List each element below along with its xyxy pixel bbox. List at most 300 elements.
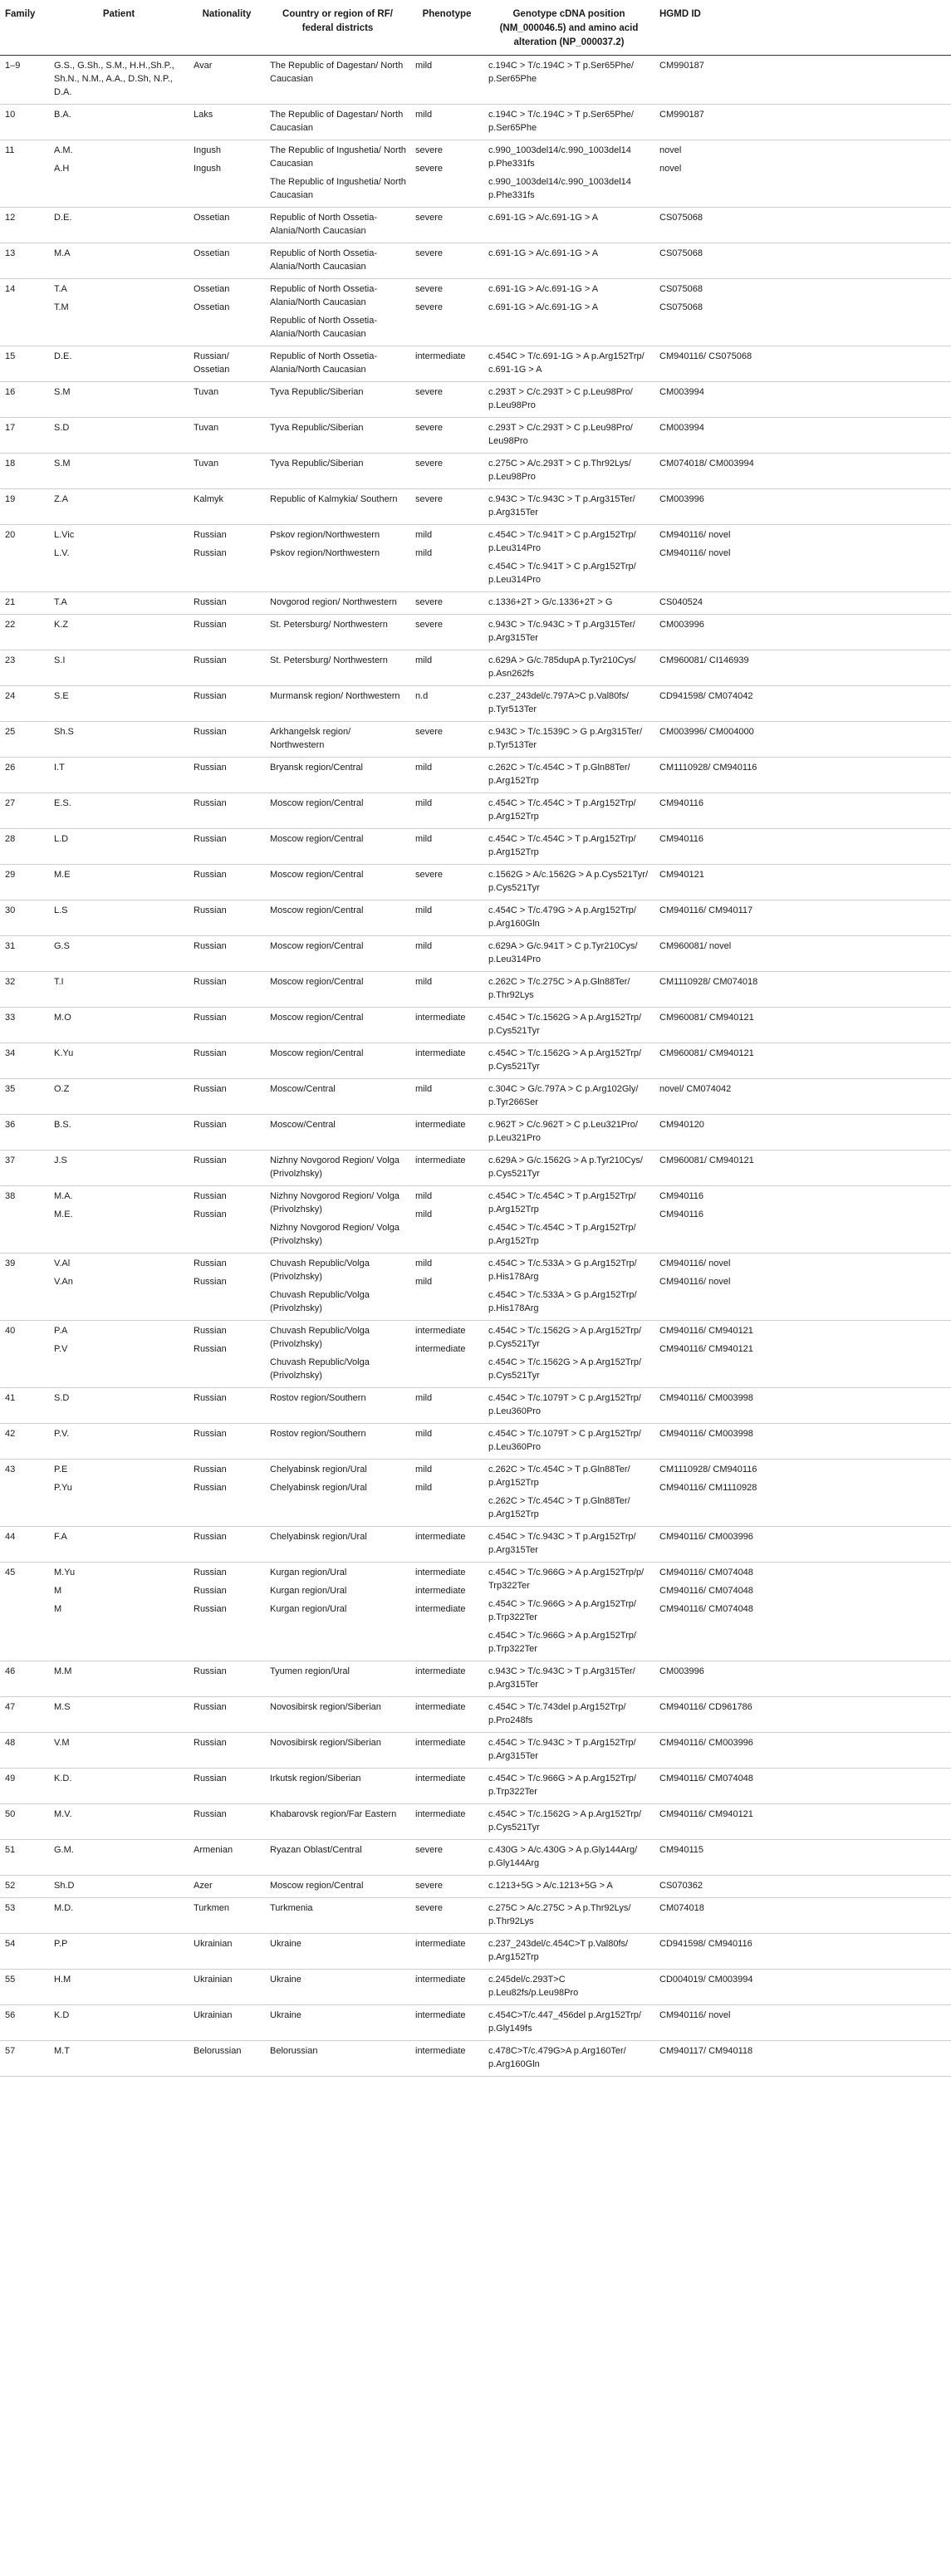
nationality-cell	[189, 279, 265, 346]
nationality-cell	[189, 1115, 265, 1151]
genotype: c.454C > T/c.1562G > A p.Arg152Trp/ p.Cys521Tyr	[488, 1048, 642, 1072]
genotype: c.454C>T/c.447_456del p.Arg152Trp/ p.Gly149fs	[488, 2010, 641, 2034]
phenotype-cell	[410, 722, 483, 758]
phenotype-cell	[410, 454, 483, 489]
region: Ukraine	[270, 2010, 301, 2020]
nationality-cell	[189, 592, 265, 615]
nationality-cell	[189, 1769, 265, 1804]
genotype: c.304C > G/c.797A > C p.Arg102Gly/ p.Tyr266Ser	[488, 1084, 639, 1107]
hgmd-id: CS070362	[659, 1881, 703, 1891]
patient-name: B.A.	[54, 110, 71, 120]
genotype: c.691-1G > A/c.691-1G > A	[488, 302, 599, 312]
hgmd-id-cell	[654, 489, 951, 525]
table-row	[0, 1733, 951, 1769]
phenotype: mild	[415, 905, 433, 915]
region: Moscow/Central	[270, 1084, 336, 1094]
genotype-cell	[483, 1970, 654, 2005]
family-number: 18	[5, 459, 16, 469]
patient-name: V.Al	[54, 1259, 71, 1268]
patient-name: M.A	[54, 248, 71, 258]
hgmd-id: CM940116/ CM940121	[659, 1809, 753, 1819]
genotype-cell	[483, 1460, 654, 1527]
patient-name: M.D.	[54, 1903, 74, 1913]
phenotype: mild	[415, 655, 433, 665]
patient-name-cell	[49, 1563, 189, 1661]
nationality: Russian	[194, 691, 227, 701]
genotype: c.943C > T/c.943C > T p.Arg315Ter/ p.Arg315Ter	[488, 494, 635, 518]
region-cell	[265, 56, 410, 105]
nationality-cell	[189, 1079, 265, 1115]
nationality: Russian	[194, 1156, 227, 1165]
patient-name-cell	[49, 105, 189, 140]
hgmd-id-cell	[654, 1733, 951, 1769]
genotype: c.454C > T/c.533A > G p.Arg152Trp/ p.His178Arg	[488, 1259, 637, 1282]
patient-name-cell	[49, 1840, 189, 1876]
genotype-cell	[483, 2041, 654, 2077]
family-number: 51	[5, 1845, 16, 1855]
patient-name-cell	[49, 1460, 189, 1527]
phenotype: intermediate	[415, 1586, 466, 1596]
patient-name: M.S	[54, 1702, 71, 1712]
patient-name: M.E.	[54, 1209, 73, 1219]
hgmd-id: CM990187	[659, 110, 704, 120]
phenotype: mild	[415, 1209, 433, 1219]
genotype: c.691-1G > A/c.691-1G > A	[488, 213, 599, 223]
genotype: c.454C > T/c.941T > C p.Arg152Trp/ p.Leu314Pro	[488, 562, 636, 585]
header-nationality: Nationality	[189, 0, 265, 56]
hgmd-id: CM940116/ CM003996	[659, 1738, 753, 1748]
header-region: Country or region of RF/ federal districts	[265, 0, 410, 56]
nationality-cell	[189, 2005, 265, 2041]
hgmd-id-cell	[654, 650, 951, 686]
region: Nizhny Novgorod Region/ Volga (Privolzhsky)	[270, 1156, 400, 1179]
region: Pskov region/Northwestern	[270, 548, 380, 558]
hgmd-id: CS075068	[659, 302, 703, 312]
nationality: Russian	[194, 941, 227, 951]
patient-name: P.V	[54, 1344, 68, 1354]
nationality-cell	[189, 829, 265, 865]
genotype: c.990_1003del14/c.990_1003del14 p.Phe331fs	[488, 145, 631, 169]
patient-name: T.I	[54, 977, 64, 987]
nationality-cell	[189, 243, 265, 279]
phenotype-cell	[410, 829, 483, 865]
family-number: 32	[5, 977, 16, 987]
genotype: c.454C > T/c.454C > T p.Arg152Trp/ p.Arg152Trp	[488, 798, 636, 822]
hgmd-id: novel	[659, 145, 682, 155]
hgmd-id-cell	[654, 1388, 951, 1424]
table-row	[0, 1254, 951, 1321]
genotype-cell	[483, 1804, 654, 1840]
phenotype: intermediate	[415, 1532, 466, 1542]
family-number: 44	[5, 1532, 16, 1542]
nationality-cell	[189, 382, 265, 418]
phenotype: intermediate	[415, 351, 466, 361]
hgmd-id: CS075068	[659, 248, 703, 258]
phenotype-cell	[410, 382, 483, 418]
genotype: c.454C > T/c.479G > A p.Arg152Trp/ p.Arg160Gln	[488, 905, 636, 929]
patient-name-cell	[49, 279, 189, 346]
table-row	[0, 279, 951, 346]
hgmd-id-cell	[654, 1151, 951, 1186]
nationality: Russian	[194, 530, 227, 540]
region-cell	[265, 489, 410, 525]
phenotype-cell	[410, 1043, 483, 1079]
hgmd-id: CD004019/ CM003994	[659, 1975, 753, 1985]
genotype: c.454C > T/c.943C > T p.Arg152Trp/ p.Arg315Ter	[488, 1738, 636, 1761]
region: Ukraine	[270, 1975, 301, 1985]
genotype: c.293T > C/c.293T > C p.Leu98Pro/ Leu98Pro	[488, 423, 633, 446]
patient-name-cell	[49, 686, 189, 722]
nationality: Avar	[194, 61, 213, 71]
hgmd-id-cell	[654, 1769, 951, 1804]
nationality-cell	[189, 1733, 265, 1769]
hgmd-id-cell	[654, 686, 951, 722]
region: Ukraine	[270, 1939, 301, 1949]
table-row	[0, 1186, 951, 1254]
phenotype: intermediate	[415, 1604, 466, 1614]
hgmd-id: CM074018/ CM003994	[659, 459, 754, 469]
patient-name: T.A	[54, 284, 67, 294]
hgmd-id-cell	[654, 615, 951, 650]
genotype: c.1562G > A/c.1562G > A p.Cys521Tyr/ p.Cys521Tyr	[488, 870, 649, 893]
genotype-cell	[483, 829, 654, 865]
family-number: 20	[5, 530, 16, 540]
region-cell	[265, 592, 410, 615]
genotype-cell	[483, 279, 654, 346]
patient-name: P.V.	[54, 1429, 70, 1439]
nationality: Russian	[194, 1393, 227, 1403]
phenotype-cell	[410, 140, 483, 208]
hgmd-id: CM940116/ CM074048	[659, 1568, 753, 1577]
hgmd-id: CM940116/ novel	[659, 1259, 731, 1268]
region-cell	[265, 1424, 410, 1460]
hgmd-id: CM940116/ CM940121	[659, 1344, 753, 1354]
region-cell	[265, 1321, 410, 1388]
genotype-cell	[483, 722, 654, 758]
hgmd-id-cell	[654, 1043, 951, 1079]
patient-name: G.S., G.Sh., S.M., H.H.,Sh.P., Sh.N., N.M., A.A., D.Sh, N.P., D.A.	[54, 61, 174, 97]
genotype: c.478C>T/c.479G>A p.Arg160Ter/ p.Arg160Gln	[488, 2046, 626, 2069]
patient-name-cell	[49, 1079, 189, 1115]
patient-name: M	[54, 1604, 62, 1614]
region: Pskov region/Northwestern	[270, 530, 380, 540]
nationality: Russian/ Ossetian	[194, 351, 230, 375]
region-cell	[265, 865, 410, 900]
table-row	[0, 1460, 951, 1527]
phenotype-cell	[410, 686, 483, 722]
region: Kurgan region/Ural	[270, 1568, 347, 1577]
nationality: Russian	[194, 905, 227, 915]
phenotype-cell	[410, 793, 483, 829]
table-row	[0, 525, 951, 592]
hgmd-id-cell	[654, 243, 951, 279]
phenotype: intermediate	[415, 1568, 466, 1577]
family-number: 36	[5, 1120, 16, 1130]
nationality: Russian	[194, 548, 227, 558]
region-cell	[265, 793, 410, 829]
genotype: c.293T > C/c.293T > C p.Leu98Pro/ p.Leu98Pro	[488, 387, 633, 410]
region: Republic of North Ossetia-Alania/North Caucasian	[270, 213, 377, 236]
hgmd-id-cell	[654, 1840, 951, 1876]
hgmd-id: CM960081/ CM940121	[659, 1048, 754, 1058]
region: Moscow region/Central	[270, 798, 364, 808]
phenotype-cell	[410, 1733, 483, 1769]
region-cell	[265, 1254, 410, 1321]
hgmd-id: CM940116/ CM003998	[659, 1393, 753, 1403]
hgmd-id: CM940116/ novel	[659, 530, 731, 540]
region-cell	[265, 346, 410, 382]
family-number: 21	[5, 597, 16, 607]
table-row	[0, 1840, 951, 1876]
patient-name-cell	[49, 208, 189, 243]
genotype-cell	[483, 418, 654, 454]
genotype: c.430G > A/c.430G > A p.Gly144Arg/ p.Gly144Arg	[488, 1845, 638, 1868]
region: Rostov region/Southern	[270, 1429, 366, 1439]
phenotype: mild	[415, 977, 433, 987]
phenotype: n.d	[415, 691, 429, 701]
genotype-cell	[483, 1769, 654, 1804]
region: Novgorod region/ Northwestern	[270, 597, 397, 607]
family-number: 28	[5, 834, 16, 844]
family-number: 33	[5, 1013, 16, 1023]
region-cell	[265, 105, 410, 140]
genotype-cell	[483, 793, 654, 829]
nationality-cell	[189, 1254, 265, 1321]
nationality: Russian	[194, 620, 227, 630]
nationality-cell	[189, 1970, 265, 2005]
region-cell	[265, 1876, 410, 1898]
nationality-cell	[189, 758, 265, 793]
patient-name: M.E	[54, 870, 71, 880]
nationality-cell	[189, 793, 265, 829]
phenotype-cell	[410, 525, 483, 592]
phenotype-cell	[410, 592, 483, 615]
family-number: 40	[5, 1326, 16, 1336]
region-cell	[265, 1527, 410, 1563]
patient-name: K.Z	[54, 620, 69, 630]
genotype: c.454C > T/c.691-1G > A p.Arg152Trp/ c.691-1G > A	[488, 351, 645, 375]
table-row	[0, 1321, 951, 1388]
hgmd-id-cell	[654, 758, 951, 793]
phenotype: mild	[415, 110, 433, 120]
region: Tyva Republic/Siberian	[270, 423, 364, 433]
hgmd-id: CM940116/ CM1110928	[659, 1483, 757, 1493]
nationality: Ossetian	[194, 302, 230, 312]
phenotype: mild	[415, 834, 433, 844]
nationality: Ukrainian	[194, 1975, 233, 1985]
hgmd-id: CD941598/ CM940116	[659, 1939, 752, 1949]
region: Chuvash Republic/Volga (Privolzhsky)	[270, 1259, 370, 1282]
patient-name-cell	[49, 243, 189, 279]
region: Tyumen region/Ural	[270, 1666, 350, 1676]
nationality: Tuvan	[194, 387, 219, 397]
nationality: Russian	[194, 1465, 227, 1474]
region-cell	[265, 140, 410, 208]
patient-name-cell	[49, 56, 189, 105]
phenotype: intermediate	[415, 2010, 466, 2020]
patient-name-cell	[49, 1527, 189, 1563]
patient-name-cell	[49, 758, 189, 793]
genotype: c.194C > T/c.194C > T p.Ser65Phe/ p.Ser65Phe	[488, 61, 634, 84]
table-row	[0, 56, 951, 105]
family-number: 56	[5, 2010, 16, 2020]
region-cell	[265, 1970, 410, 2005]
region: Turkmenia	[270, 1903, 313, 1913]
table-row	[0, 346, 951, 382]
hgmd-id: CM960081/ novel	[659, 941, 732, 951]
genotype-cell	[483, 1043, 654, 1079]
region: The Republic of Dagestan/ North Caucasian	[270, 110, 404, 133]
family-number: 55	[5, 1975, 16, 1985]
hgmd-id: CM1110928/ CM074018	[659, 977, 758, 987]
region: Chelyabinsk region/Ural	[270, 1532, 367, 1542]
family-number: 24	[5, 691, 16, 701]
hgmd-id-cell	[654, 936, 951, 972]
genotype: c.454C > T/c.743del p.Arg152Trp/ p.Pro248fs	[488, 1702, 626, 1725]
hgmd-id: CM940116	[659, 1191, 703, 1201]
table-row	[0, 1769, 951, 1804]
family-number: 46	[5, 1666, 16, 1676]
nationality: Russian	[194, 977, 227, 987]
table-row	[0, 1898, 951, 1934]
header-family: Family	[0, 0, 49, 56]
region-cell	[265, 1840, 410, 1876]
nationality: Kalmyk	[194, 494, 224, 504]
nationality-cell	[189, 56, 265, 105]
patient-name: S.E	[54, 691, 69, 701]
phenotype: intermediate	[415, 1326, 466, 1336]
family-number: 30	[5, 905, 16, 915]
hgmd-id-cell	[654, 454, 951, 489]
genotype-cell	[483, 56, 654, 105]
table-row	[0, 1115, 951, 1151]
region-cell	[265, 936, 410, 972]
nationality: Russian	[194, 1259, 227, 1268]
patient-name: T.A	[54, 597, 67, 607]
phenotype: severe	[415, 387, 444, 397]
family-number: 41	[5, 1393, 16, 1403]
genotype: c.962T > C/c.962T > C p.Leu321Pro/ p.Leu321Pro	[488, 1120, 638, 1143]
family-number: 13	[5, 248, 16, 258]
patient-name: Z.A	[54, 494, 69, 504]
genotype: c.262C > T/c.454C > T p.Gln88Ter/ p.Arg152Trp	[488, 1465, 630, 1488]
region-cell	[265, 1460, 410, 1527]
genotype-cell	[483, 1186, 654, 1254]
nationality: Ossetian	[194, 248, 230, 258]
hgmd-id-cell	[654, 972, 951, 1008]
genotype-cell	[483, 1115, 654, 1151]
hgmd-id-cell	[654, 900, 951, 936]
patient-name: L.Vic	[54, 530, 75, 540]
region-cell	[265, 1934, 410, 1970]
nationality: Laks	[194, 110, 213, 120]
family-number: 35	[5, 1084, 16, 1094]
genotype-cell	[483, 1008, 654, 1043]
table-row	[0, 1934, 951, 1970]
nationality: Russian	[194, 1429, 227, 1439]
family-number: 31	[5, 941, 16, 951]
phenotype-cell	[410, 1527, 483, 1563]
phenotype: mild	[415, 61, 433, 71]
genotype-cell	[483, 346, 654, 382]
genotype-cell	[483, 525, 654, 592]
nationality: Russian	[194, 834, 227, 844]
phenotype: severe	[415, 248, 444, 258]
table-row	[0, 1043, 951, 1079]
region: Moscow/Central	[270, 1120, 336, 1130]
patient-name-cell	[49, 1733, 189, 1769]
patient-name: K.Yu	[54, 1048, 74, 1058]
phenotype-cell	[410, 1460, 483, 1527]
phenotype-cell	[410, 1934, 483, 1970]
phenotype-cell	[410, 1424, 483, 1460]
hgmd-id-cell	[654, 1186, 951, 1254]
table-row	[0, 722, 951, 758]
region: Bryansk region/Central	[270, 763, 363, 773]
nationality: Tuvan	[194, 423, 219, 433]
table-body	[0, 56, 951, 2077]
hgmd-id-cell	[654, 1661, 951, 1697]
patient-name-cell	[49, 900, 189, 936]
hgmd-id: CM940117/ CM940118	[659, 2046, 753, 2056]
region: Chuvash Republic/Volga (Privolzhsky)	[270, 1290, 370, 1313]
hgmd-id: CM940116	[659, 834, 703, 844]
phenotype: severe	[415, 284, 444, 294]
genotype-cell	[483, 2005, 654, 2041]
phenotype: mild	[415, 1429, 433, 1439]
phenotype: mild	[415, 1259, 433, 1268]
patient-name: M.O	[54, 1013, 71, 1023]
table-row	[0, 382, 951, 418]
phenotype-cell	[410, 900, 483, 936]
nationality-cell	[189, 1661, 265, 1697]
genotype: c.454C > T/c.1562G > A p.Arg152Trp/ p.Cys521Tyr	[488, 1013, 642, 1036]
region-cell	[265, 615, 410, 650]
patient-name: G.M.	[54, 1845, 74, 1855]
nationality: Russian	[194, 1013, 227, 1023]
genotype: c.1213+5G > A/c.1213+5G > A	[488, 1881, 613, 1891]
hgmd-id: CD941598/ CM074042	[659, 691, 753, 701]
patient-name-cell	[49, 1934, 189, 1970]
phenotype: severe	[415, 213, 444, 223]
hgmd-id: CM1110928/ CM940116	[659, 763, 757, 773]
genotype: c.629A > G/c.941T > C p.Tyr210Cys/ p.Leu314Pro	[488, 941, 638, 964]
phenotype-cell	[410, 208, 483, 243]
phenotype: intermediate	[415, 1774, 466, 1784]
genotype: c.454C > T/c.966G > A p.Arg152Trp/p/ Trp322Ter	[488, 1568, 645, 1591]
hgmd-id: CM003996	[659, 494, 704, 504]
patient-name: K.D	[54, 2010, 70, 2020]
phenotype: severe	[415, 164, 444, 174]
region-cell	[265, 1697, 410, 1733]
phenotype: severe	[415, 597, 444, 607]
region: Moscow region/Central	[270, 834, 364, 844]
genotype-cell	[483, 1840, 654, 1876]
family-number: 26	[5, 763, 16, 773]
header-genotype: Genotype cDNA position (NM_000046.5) and amino acid alteration (NP_000037.2)	[483, 0, 654, 56]
phenotype: mild	[415, 1465, 433, 1474]
genotype: c.454C > T/c.1079T > C p.Arg152Trp/ p.Leu360Pro	[488, 1393, 641, 1416]
table-row	[0, 2041, 951, 2077]
genotype-cell	[483, 865, 654, 900]
patient-name: B.S.	[54, 1120, 71, 1130]
phenotype-cell	[410, 1563, 483, 1661]
region: Republic of North Ossetia-Alania/North Caucasian	[270, 316, 377, 339]
genotype-cell	[483, 1388, 654, 1424]
hgmd-id: CM940116/ novel	[659, 1277, 731, 1287]
genotype: c.454C > T/c.1562G > A p.Arg152Trp/ p.Cys521Tyr	[488, 1809, 642, 1833]
hgmd-id: CM960081/ CI146939	[659, 655, 749, 665]
